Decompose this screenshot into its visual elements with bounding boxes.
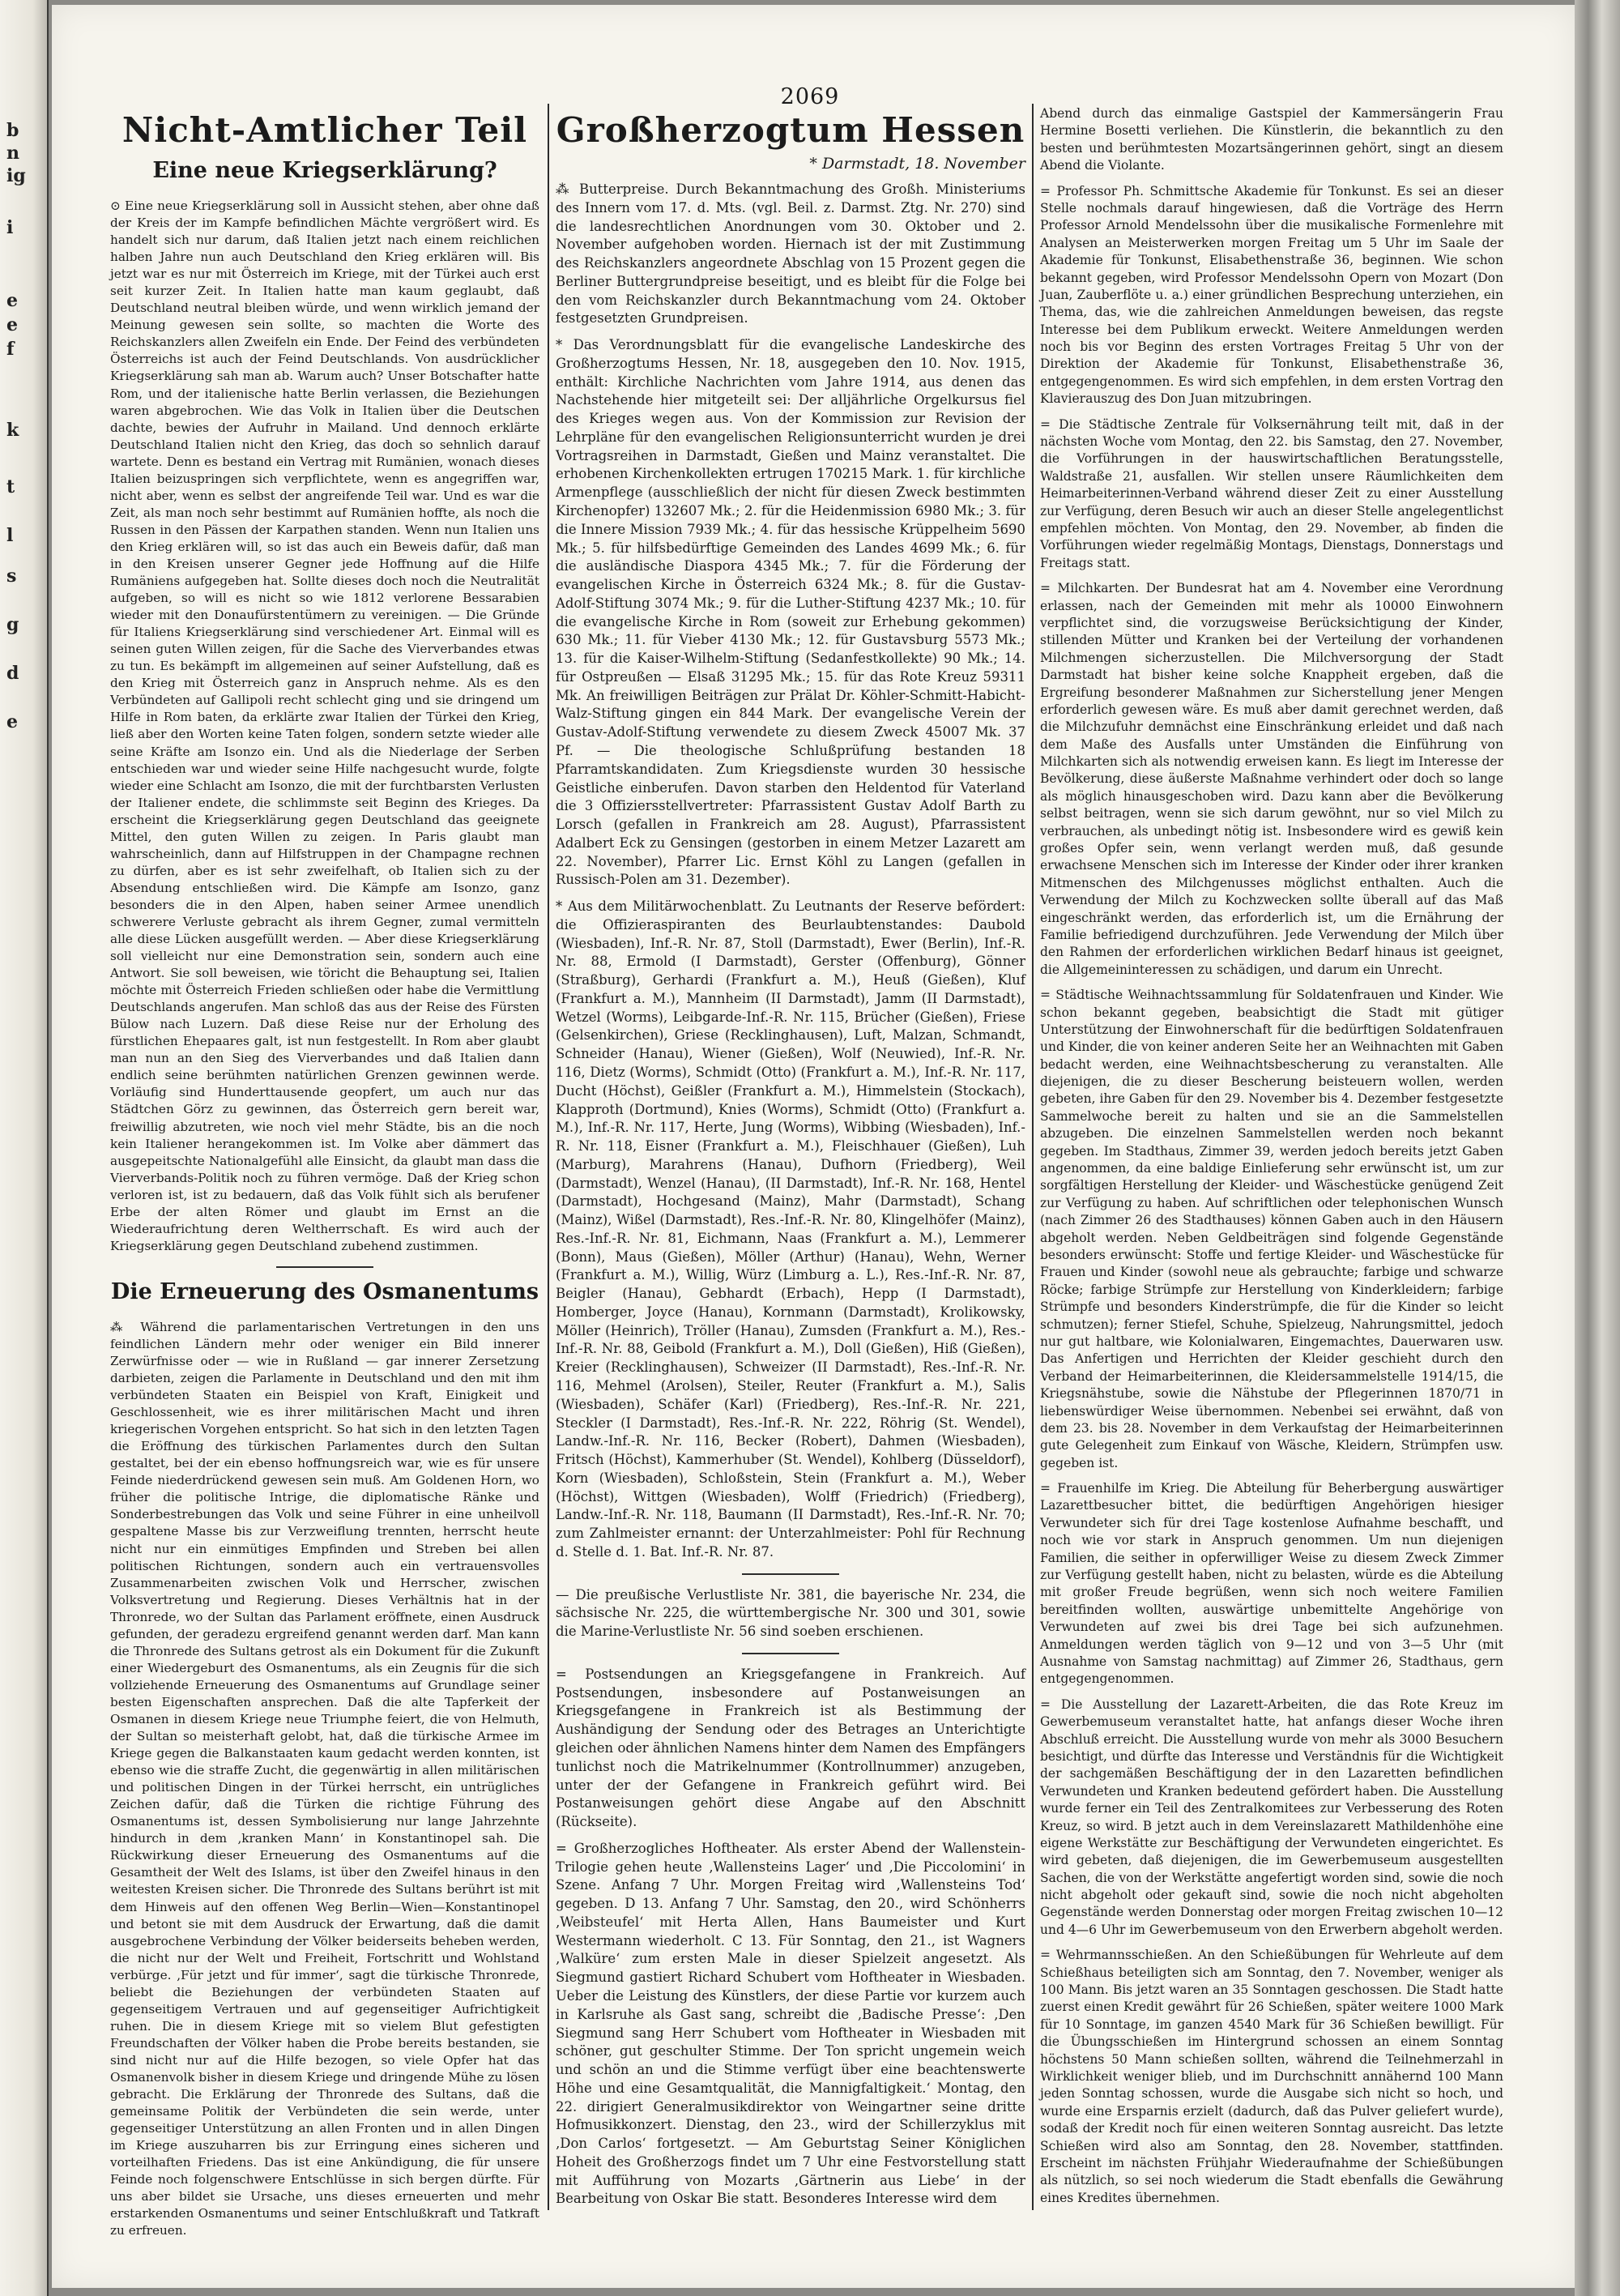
margin-fragment: f bbox=[6, 339, 15, 360]
news-item: = Großherzogliches Hoftheater. Als erster Abend der Wallenstein-Trilogie gehen heute ‚Wallensteins Lager‘ und ‚Die Piccolomini‘ in Szene. Anfang 7 Uhr. Morgen Freitag wird ‚Wallensteins Tod‘ gegeben. D 13. Anfang 7 Uhr. Samstag, den 20., wird Schönherrs ‚Weibsteufel‘ mit Herta Allen, Hans Baumeister und Kurt Westermann wiederholt. C 13. Für Sonntag, den 21., ist Wagners ‚Walküre‘ zum ersten Male in dieser Spielzeit angesetzt. Als Siegmund gastiert Richard Schubert vom Hoftheater in Wiesbaden. Ueber die Leistung des Künstlers, der diese Partie vor kurzem auch in Karlsruhe als Gast sang, schreibt die ‚Badische Presse‘: ‚Den Siegmund sang Herr Schubert vom Hoftheater in Wiesbaden mit schöner, gut geschulter Stimme. Der Ton spricht ungemein weich und schön an und die Stimme verfügt über eine beachtenswerte Höhe und eine Gesamtqualität, die Mannigfaltigkeit.‘ Montag, den 22. dirigiert Generalmusikdirektor von Weingartner seine dritte Hofmusikkonzert. Dienstag, den 23., wird der Schillerzyklus mit ‚Don Carlos‘ fortgesetzt. — Am Geburtstag Seiner Königlichen Hoheit des Großherzogs findet um 7 Uhr eine Festvorstellung statt mit Aufführung von Mozarts ‚Gärtnerin aus Liebe‘ in der Bearbeitung von Oskar Bie statt. Besonderes Interesse wird dem bbox=[556, 1840, 1025, 2207]
column-rule bbox=[548, 104, 549, 2210]
margin-fragment: l bbox=[6, 525, 14, 546]
margin-fragment: s bbox=[6, 565, 17, 587]
item-divider bbox=[742, 1653, 839, 1654]
adjacent-page-strip bbox=[0, 0, 49, 2296]
news-item: = Postsendungen an Kriegsgefangene in Frankreich. Auf Postsendungen, insbesondere auf Postanweisungen an Kriegsgefangene in Frankreich ist als Bestimmung der Aushändigung der Sendung oder des Betrages an Unterichtigte gleichen oder ähnlichen Namens hinter dem Namen des Empfängers tunlichst noch die Matrikelnummer (Kontrollnummer) anzugeben, unter der der Gefangene in Frankreich geführt wird. Bei Postanweisungen gehört diese Angabe auf den Abschnitt (Rückseite). bbox=[556, 1666, 1025, 1830]
article-body: ⊙ Eine neue Kriegserklärung soll in Aussicht stehen, aber ohne daß der Kreis der im Kampfe befindlichen Mächte vergrößert wird. Es handelt sich nur darum, daß Italien jetzt nach einem reichlichen halben Jahre nun auch Deutschland den Krieg erklären will. Bis jetzt war es nur mit Österreich im Kriege, mit der Türkei auch erst seit kurzer Zeit. In Italien hatte man kaum geglaubt, daß Deutschland neutral bleiben würde, und wenn wirklich jemand der Meinung gewesen sein sollte, so machten die Worte des Reichskanzlers allen Zweifeln ein Ende. Der Feind des verbündeten Österreichs ist auch der Feind Deutschlands. Von ausdrücklicher Kriegserklärung sah man ab. Warum auch? Unser Botschafter hatte Rom, und der italienische hatte Berlin verlassen, die Beziehungen waren abgebrochen. Wie das Volk in Italien über die Deutschen dachte, bewies der Aufruhr in Mailand. Und dennoch erklärte Deutschland Italien nicht den Krieg, das doch so sehnlich darauf wartete. Denn es bestand ein Vertrag mit Rumänien, wonach dieses Italien beizuspringen sich verpflichtete, wenn es angegriffen war, nicht aber, wenn es selbst der angreifende Teil war. Und es war die Zeit, als man noch sehr bestimmt auf Rumänien hoffte, als noch die Russen in den Pässen der Karpathen standen. Wenn nun Italien uns den Krieg erklären will, so ist das auch ein Beweis dafür, daß man in den Kreisen unserer Gegner jede Hoffnung auf die Hilfe Rumäniens aufgegeben hat. Sollte dieses doch noch die Neutralität aufgeben, so will es nicht so wie 1812 verlorene Bessarabien wieder mit den Donaufürstentümern zu vereinigen. — Die Gründe für Italiens Kriegserklärung sind verschiedener Art. Einmal will es seinen guten Willen zeigen, für die Sache des Vierverbandes etwas zu tun. Es bekämpft im allgemeinen auf seiner Aufstellung, daß es den Krieg mit Österreich ganz in Anspruch nehme. Als es den Verbündeten auf Gallipoli recht schlecht ging und sie dringend um Hilfe in Rom baten, da erklärte zwar Italien der Türkei den Krieg, ließ aber den Worten keine Taten folgen, sondern setzte wieder alle seine Kräfte am Isonzo ein. Und als die Niederlage der Serben entschieden war und wieder seine Hilfe nachgesucht wurde, folgte wieder eine Schlacht am Isonzo, die mit der furchtbarsten Verlusten der Italiener endete, die schlimmste seit Beginn des Krieges. Da erscheint die Kriegserklärung gegen Deutschland das geeignete Mittel, den guten Willen zu zeigen. In Paris glaubt man wahrscheinlich, dann auf Hilfstruppen in der Champagne rechnen zu dürfen, aber es ist sehr zweifelhaft, ob Italien sich zu der Absendung entschließen wird. Die Kämpfe am Isonzo, ganz besonders die in den Alpen, haben seiner Armee unendlich schwerere Verluste gebracht als ihrem Gegner, zumal vermitteln alle diese Lücken ausgefüllt werden. — Aber diese Kriegserklärung soll vielleicht nur eine Demonstration sein, sondern auch eine Antwort. Sie soll beweisen, wie töricht die Behauptung sei, Italien möchte mit Österreich Frieden schließen oder habe die Vermittlung Deutschlands angerufen. Man schloß das aus der Reise des Fürsten Bülow nach Luzern. Daß diese Reise nur der Erholung des fürstlichen Ehepaares galt, ist nun festgestellt. In Rom aber glaubt man nun an den Sieg des Vierverbandes und daß Italien dann endlich seine berühmten natürlichen Grenzen gewinnen werde. Vorläufig sind Hunderttausende geopfert, um auch nur das Städtchen Görz zu gewinnen, das Österreich gern bereit war, freiwillig abzutreten, wie noch viel mehr Städte, bis an die noch kein Italiener herangekommen ist. Im Volke aber dämmert das ausgepeitschte Nationalgefühl alle Einsicht, da glaubt man dass die Vierverbands-Politik noch zu führen vermöge. Daß der Krieg schon verloren ist, ist zu bedauern, daß das Volk fühlt sich als berufener Erbe der alten Römer und glaubt im Ernst an die Wiederaufrichtung deren Weltherrschaft. Es wird auch der Kriegserklärung gegen Deutschland zubehend zustimmen. bbox=[110, 198, 539, 1253]
item-divider bbox=[742, 1573, 839, 1575]
book-edge bbox=[1575, 0, 1620, 2296]
news-item: * Aus dem Militärwochenblatt. Zu Leutnants der Reserve befördert: die Offizieraspiranten des Beurlaubtenstandes: Daubold (Wiesbaden), Inf.-R. Nr. 87, Stoll (Darmstadt), Ewer (Berlin), Inf.-R. Nr. 88, Ermold (I Darmstadt), Gerster (Offenburg), Gönner (Straßburg), Gerhardi (Frankfurt a. M.), Heuß (Gießen), Kluf (Frankfurt a. M.), Mannheim (II Darmstadt), Jamm (II Darmstadt), Wetzel (Worms), Leibgarde-Inf.-R. Nr. 115, Brücher (Gießen), Friese (Gelsenkirchen), Griese (Recklinghausen), Luft, Malzan, Schmandt, Schneider (Hanau), Wiener (Gießen), Wolf (Neuwied), Inf.-R. Nr. 116, Dietz (Worms), Schmidt (Otto) (Frankfurt a. M.), Inf.-R. Nr. 117, Ducht (Höchst), Geißler (Frankfurt a. M.), Himmelstein (Stockach), Klapproth (Dortmund), Knies (Worms), Schmidt (Otto) (Frankfurt a. M.), Inf.-R. Nr. 117, Herte, Jung (Worms), Wibbing (Wiesbaden), Inf.-R. Nr. 118, Eisner (Frankfurt a. M.), Fleischhauer (Gießen), Luh (Marburg), Marahrens (Hanau), Dufhorn (Friedberg), Weil (Darmstadt), Wenzel (Hanau), (II Darmstadt), Inf.-R. Nr. 168, Hentel (Darmstadt), Hochgesand (Mainz), Mahr (Darmstadt), Schang (Mainz), Wißel (Darmstadt), Res.-Inf.-R. Nr. 80, Klingelhöfer (Mainz), Res.-Inf.-R. Nr. 81, Eichmann, Naas (Frankfurt a. M.), Lemmerer (Bonn), Maus (Gießen), Möller (Arthur) (Hanau), Wehn, Werner (Frankfurt a. M.), Willig, Würz (Limburg a. L.), Res.-Inf.-R. Nr. 87, Beigler (Hanau), Gebhardt (Erbach), Hepp (I Darmstadt), Homberger, Joyce (Hanau), Kornmann (Darmstadt), Krolikowsky, Möller (Heinrich), Tröller (Hanau), Zumsden (Frankfurt a. M.), Res.-Inf.-R. Nr. 88, Geibold (Frankfurt a. M.), Doll (Gießen), Hiß (Gießen), Kreier (Recklinghausen), Schweizer (II Darmstadt), Res.-Inf.-R. Nr. 116, Mehmel (Arolsen), Steiler, Reuter (Frankfurt a. M.), Salis (Wiesbaden), Schäfer (Karl) (Friedberg), Res.-Inf.-R. Nr. 221, Steckler (I Darmstadt), Res.-Inf.-R. Nr. 222, Röhrig (St. Wendel), Landw.-Inf.-R. Nr. 116, Becker (Robert), Dahmen (Wiesbaden), Fritsch (Höchst), Kammerhuber (St. Wendel), Kohlberg (Düsseldorf), Korn (Wiesbaden), Schloßstein, Stein (Frankfurt a. M.), Weber (Höchst), Wittgen (Wiesbaden), Wolff (Friedrich) (Friedberg), Landw.-Inf.-R. Nr. 118, Baumann (II Darmstadt), Res.-Inf.-R. Nr. 70; zum Zahlmeister ernannt: der Unterzahlmeister: Pohl für Rechnung d. Stelle d. 1. Bat. Inf.-R. Nr. 87. bbox=[556, 898, 1025, 1560]
margin-fragment: g bbox=[6, 614, 19, 635]
news-item: * Das Verordnungsblatt für die evangelische Landeskirche des Großherzogtums Hessen, Nr. 18, ausgegeben den 10. Nov. 1915, enthält: Kirchliche Nachrichten vom Jahre 1914, aus denen das Nachstehende hier mitgeteilt sei: Der alljährliche Orgelkursus fiel des Krieges wegen aus. Von der Kommission zur Revision der Lehrpläne für den evangelischen Religionsunterricht wurden je drei Vortragsreihen in Darmstadt, Gießen und Mainz veranstaltet. Die erhobenen Kirchenkollekten ertrugen 170215 Mark. 1. für kirchliche Armenpflege (ausschließlich der nicht für diesen Zweck bestimmten Kirchenopfer) 132607 Mk.; 2. für die Heidenmission 6980 Mk.; 3. für die Innere Mission 7939 Mk.; 4. für das hessische Krüppelheim 5690 Mk.; 5. für hilfsbedürftige Gemeinden des Landes 4699 Mk.; 6. für die ausländische Diaspora 4345 Mk.; 7. für die Förderung der evangelischen Kirche in Österreich 6324 Mk.; 8. für die Gustav-Adolf-Stiftung 3074 Mk.; 9. für die Luther-Stiftung 4237 Mk.; 10. für die evangelische Kirche in Rom (soweit zur Erhebung gekommen) 630 Mk.; 11. für Vieber 4130 Mk.; 12. für Gustavsburg 5573 Mk.; 13. für die Kaiser-Wilhelm-Stiftung (Sedanfestkollekte) 90 Mk.; 14. für Ostpreußen — Elsaß 31295 Mk.; 15. für das Rote Kreuz 59311 Mk. An freiwilligen Beiträgen zur Prälat Dr. Köhler-Schmitt-Habicht-Walz-Stiftung gingen ein 844 Mark. Der evangelische Verein der Gustav-Adolf-Stiftung verwendete zu diesem Zweck 45007 Mk. 37 Pf. — Die theologische Schlußprüfung bestanden 18 Pfarramtskandidaten. Zum Kriegsdienste wurden 30 hessische Geistliche einberufen. Davon starben den Heldentod für Vaterland die 3 Offiziersstellvertreter: Pfarrassistent Gustav Adolf Barth zu Lorsch (gefallen in Frankreich am 28. August), Pfarrassistent Adalbert Eck zu Gensingen (gestorben in einem Metzer Lazarett am 22. November), Pfarrer Lic. Ernst Köhl zu Langen (gefallen in Russisch-Polen am 31. Dezember). bbox=[556, 337, 1025, 888]
news-item: = Frauenhilfe im Krieg. Die Abteilung für Beherbergung auswärtiger Lazarettbesucher bittet, die bedürftigen Angehörigen hiesiger Verwundeter sich für drei Tage kostenlose Aufnahme beschafft, und noch wie vor stark in Anspruch genommen. Um nun diejenigen Familien, die seither in opferwilliger Weise zu diesem Zweck Zimmer zur Verfügung gestellt haben, nicht zu belasten, würde es die Abteilung mit großer Freude begrüßen, wenn sich noch weitere Familien bereitfinden wollten, auswärtige unbemittelte Angehörige von Verwundeten auf zwei bis drei Tage bei sich aufzunehmen. Anmeldungen werden täglich von 9—12 und von 3—5 Uhr (mit Ausnahme von Samstag nachmittag) auf Zimmer 26, Stadthaus, gern entgegengenommen. bbox=[1040, 1481, 1503, 1687]
margin-fragment: k bbox=[6, 420, 19, 441]
section-title: Großherzogtum Hessen bbox=[556, 110, 1025, 150]
margin-fragment: t bbox=[6, 476, 15, 497]
news-item: — Die preußische Verlustliste Nr. 381, die bayerische Nr. 234, die sächsische Nr. 225, die württembergische Nr. 300 und 301, sowie die Marine-Verlustliste Nr. 56 sind soeben erschienen. bbox=[556, 1586, 1025, 1640]
column-1 bbox=[110, 105, 539, 2247]
margin-fragment: i bbox=[6, 217, 14, 238]
margin-fragment: e bbox=[6, 314, 18, 335]
margin-fragment: n bbox=[6, 143, 19, 164]
margin-fragment: d bbox=[6, 663, 19, 684]
margin-fragment: ig bbox=[6, 165, 26, 186]
margin-fragment: e bbox=[6, 290, 18, 311]
section-title: Nicht-Amtlicher Teil bbox=[122, 110, 528, 150]
article-title: Die Erneuerung des Osmanentums bbox=[110, 1278, 539, 1304]
column-2 bbox=[556, 105, 1025, 2217]
column-3 bbox=[1040, 105, 1503, 2215]
news-item: ⁂ Butterpreise. Durch Bekanntmachung des Großh. Ministeriums des Innern vom 17. d. Mts. (vgl. Beil. z. Darmst. Ztg. Nr. 270) sind die landesrechtlichen Anordnungen vom 30. Oktober und 2. November aufgehoben worden. Hiernach ist der mit Zustimmung des Reichskanzlers angeordnete Abschlag von 15 Prozent gegen die Berliner Buttergrundpreise beseitigt, und es bleibt für die Folge bei den vom Reichskanzler durch Bekanntmachung vom 24. Oktober festgesetzten Grundpreisen. bbox=[556, 181, 1025, 326]
article-divider bbox=[276, 1266, 373, 1268]
margin-fragment: e bbox=[6, 711, 18, 732]
dateline: * Darmstadt, 18. November bbox=[809, 155, 1025, 173]
margin-fragment: b bbox=[6, 120, 19, 141]
article-body: ⁂ Während die parlamentarischen Vertretungen in den uns feindlichen Ländern mehr oder weniger ein Bild innerer Zerwürfnisse oder — wie in Rußland — gar innerer Zersetzung darbieten, zeigen die Parlamente in Deutschland und den mit ihm verbündeten Staaten ein Beispiel von Kraft, Einigkeit und Geschlossenheit, wie es ihrer militärischen Macht und ihren kriegerischen Vorgehen entspricht. So hat sich in den letzten Tagen die Eröffnung des türkischen Parlamentes durch den Sultan gestaltet, bei der ein ebenso hoffnungsreich war, wie es für unsere Feinde niederdrückend gewesen sein muß. Am Goldenen Horn, wo früher die politische Intrige, die diplomatische Ränke und Sonderbestrebungen das Volk und seine Führer in eine unheilvoll gespaltene Masse bis zur Verzweiflung trennten, herrscht heute nicht nur ein einmütiges Empfinden und Streben bei allen politischen Richtungen, sondern auch ein vertrauensvolles Zusammenarbeiten zwischen Volk und Herrscher, zwischen Volksvertretung und Regierung. Dieses Verhältnis hat in der Thronrede, wo der Sultan das Parlament eröffnete, einen Ausdruck gefunden, der geradezu ergreifend genannt werden darf. Man kann die Thronrede des Sultans getrost als ein Dokument für die Zukunft einer Wiedergeburt des Osmanentums, als ein Zeugnis für die sich vollziehende Erneuerung des Osmanentums auf Grundlage seiner besten Eigenschaften ansprechen. Daß die alte Tapferkeit der Osmanen in diesem Kriege neue Triumphe feiert, die von Helmuth, der Sultan so meisterhaft gelobt, hat, daß die türkische Armee im Kriege gegen die Balkanstaaten kaum gedacht werden konnten, ist ebenso wie die straffe Zucht, die gegenwärtig in allen militärischen und politischen Dingen in der Türkei herrscht, ein untrügliches Zeichen dafür, daß die Türken die richtige Führung des Osmanentums ist, dessen Symbolisierung nur lange Jahrzehnte hindurch in dem ‚kranken Mann‘ in Konstantinopel sah. Die Rückwirkung dieser Erneuerung des Osmanentums auf die Gesamtheit der Welt des Islams, ist über den Zweifel hinaus in den weitesten Kreisen sicher. Die Thronrede des Sultans berührt ist mit dem Hinweis auf den offenen Weg Berlin—Wien—Konstantinopel und betont sie mit dem Ausdruck der Erwartung, daß die damit ausgebrochene Verbindung der Völker beiderseits beheben werden, die nicht nur der Welt und Freiheit, Fortschritt und Wohlstand verbürge. ‚Für jetzt und für immer‘, sagt die türkische Thronrede, beliebt die Beziehungen der verbündeten Staaten auf gegenseitigem Vertrauen und auf gegenseitiger Aufrichtigkeit ruhen. Die in diesem Kriege mit so vielem Blut gefestigten Freundschaften der Völker haben die Probe bereits bestanden, sie sind nicht nur auf die Hilfe bezogen, so viele Opfer hat das Osmanenvolk bisher in diesem Kriege und dringende Mühe zu lösen gebracht. Die Erklärung der Thronrede des Sultans, daß die gemeinsame Politik der Verbündeten die sein werde, unter gegenseitiger Unterstützung an allen Fronten und in allen Dingen im Kriege auszuharren bis zur Erringung eines sicheren und vorteilhaften Friedens. Das ist eine Ankündigung, die für unsere Feinde noch folgenschwere Entschlüsse in sich bergen dürfte. Für uns aber bildet sie Ursache, uns dieses erneuerten und mehr erstarkenden Osmanentums und seiner Entschlußkraft und Tatkraft zu erfreuen. bbox=[110, 1319, 539, 2238]
news-item: = Professor Ph. Schmittsche Akademie für Tonkunst. Es sei an dieser Stelle nochmals darauf hingewiesen, daß die Vorträge des Herrn Professor Arnold Mendelssohn über die musikalische Formenlehre mit Analysen an Meisterwerken morgen Freitag um 5 Uhr im Saale der Akademie für Tonkunst, Elisabethenstraße 36, beginnen. Wie schon bekannt gegeben, wird Professor Mendelssohn Opern von Mozart (Don Juan, Zauberflöte u. a.) einer gründlichen Besprechung unterziehen, ein Thema, das, wie die zahlreichen Anmeldungen beweisen, das regste Interesse bei dem Publikum erweckt. Weitere Anmeldungen werden noch bis vor Beginn des ersten Vortrages Freitag 5 Uhr von der Direktion der Akademie für Tonkunst, Elisabethenstraße 36, entgegengenommen. Es wird sich empfehlen, in dem ersten Vortrag den Klavierauszug des Don Juan mitzubringen. bbox=[1040, 183, 1503, 407]
news-item: = Milchkarten. Der Bundesrat hat am 4. November eine Verordnung erlassen, nach der Gemeinden mit mehr als 10000 Einwohnern verpflichtet sind, die vorzugsweise Berücksichtigung der Kinder, stillenden Mütter und Kranken bei der Verteilung der vorhandenen Milchmengen sicherzustellen. Die Milchversorgung der Stadt Darmstadt hat bisher keine solche Knappheit ergeben, daß die Ergreifung besonderer Maßnahmen zur Sicherstellung jener Mengen erforderlich gewesen wäre. Es muß aber damit gerechnet werden, daß die Milchzufuhr demnächst eine Einschränkung erleidet und daß nach dem Maße des Ausfalls unter Umständen die Einführung von Milchkarten sich als notwendig erweisen kann. Es liegt im Interesse der Bevölkerung, diese äußerste Maßnahme verhindert oder doch so lange als möglich hinausgeschoben wird. Dazu kann aber die Bevölkerung selbst beitragen, wenn sie sich darum gewöhnt, nur so viel Milch zu verbrauchen, als unbedingt nötig ist. Insbesondere wird es gewiß kein großes Opfer sein, wenn verlangt werden muß, daß gesunde erwachsene Menschen sich im Interesse der Kinder oder ihrer kranken Mitmenschen des Milchgenusses möglichst enthalten. Auch die Verwendung der Milch zu Kochzwecken sollte überall auf das Maß eingeschränkt werden, das erforderlich ist, um die Ernährung der Familie befriedigend durchzuführen. Jede Verwendung der Milch über den Rahmen der erforderlichen wirklichen Bedarf hinaus ist geeignet, die Allgemeininteressen zu schädigen, und darum ein Unrecht. bbox=[1040, 581, 1503, 977]
news-item: = Städtische Weihnachtssammlung für Soldatenfrauen und Kinder. Wie schon bekannt gegeben, beabsichtigt die Stadt mit gütiger Unterstützung der Einwohnerschaft für die bedürftigen Soldatenfrauen und Kinder, die von keiner anderen Seite her an Weihnachten mit Gaben bedacht werden, eine Weihnachtsbescherung zu veranstalten. Alle diejenigen, die zu dieser Bescherung beisteuern wollen, werden gebeten, ihre Gaben für den 29. November bis 4. Dezember festgesetzte Sammelwoche bereit zu halten und sie an die Sammelstellen abzugeben. Die einzelnen Sammelstellen werden noch bekannt gegeben. Im Stadthaus, Zimmer 39, werden jedoch bereits jetzt Gaben angenommen, da eine baldige Einlieferung sehr erwünscht ist, um zur sorgfältigen Herstellung der Kleider- und Wäschestücke genügend Zeit zur Verfügung zu haben. Auf schriftlichen oder telephonischen Wunsch (nach Zimmer 26 des Stadthauses) können Gaben auch in den Häusern abgeholt werden. Neben Geldbeiträgen sind folgende Gegenstände besonders erwünscht: Stoffe und fertige Kleider- und Wäschestücke für Frauen und Kinder (sowohl neue als gebrauchte; farbige und schwarze Röcke; farbige Strümpfe zur Herstellung von Kinderkleidern; farbige Strümpfe und besonders Kinderstrümpfe, die für die Kinder so leicht schmutzen); ferner Stiefel, Schuhe, Spielzeug, Nahrungsmittel, jedoch nur gut haltbare, wie Kolonialwaren, Eingemachtes, Dauerwaren usw. Das Anfertigen und Herrichten der Kleider geschieht durch den Verband der Heimarbeiterinnen, die Kleidersammelstelle 1914/15, die Kriegsnähstube, sowie die Nähstube der Pflegerinnen 1870/71 in liebenswürdiger Weise übernommen. Nebenbei sei erwähnt, daß von dem 23. bis 28. November in dem Verkaufstag der Heimarbeiterinnen gute Gelegenheit zum Einkauf von Wäsche, Kleidern, Strümpfen usw. gegeben ist. bbox=[1040, 988, 1504, 1470]
page-number: 2069 bbox=[780, 84, 840, 109]
article-title: Eine neue Kriegserklärung? bbox=[152, 158, 497, 183]
column-rule bbox=[1032, 104, 1034, 2210]
news-item: = Die Städtische Zentrale für Volksernährung teilt mit, daß in der nächsten Woche vom Montag, den 22. bis Samstag, den 27. November, die Vorführungen in der hauswirtschaftlichen Beratungsstelle, Waldstraße 21, ausfallen. Wir stellen unsere Räumlichkeiten dem Heimarbeiterinnen-Verband während dieser Zeit zu einer Ausstellung zur Verfügung, deren Besuch wir auch an dieser Stelle angelegentlichst empfehlen möchten. Von Montag, den 29. November, ab finden die Vorführungen wieder regelmäßig Montags, Dienstags, Donnerstags und Freitags statt. bbox=[1040, 416, 1503, 570]
news-item: = Wehrmannsschießen. An den Schießübungen für Wehrleute auf dem Schießhaus beteiligten sich am Sonntag, den 7. November, weniger als 100 Mann. Bis jetzt waren an 35 Sonntagen geschossen. Die Stadt hatte zuerst einen Kredit gewährt für 26 Schießen, später weitere 1000 Mark für 10 Sonntage, im ganzen 4540 Mark für 36 Schießen bewilligt. Für die Übungsschießen im Hintergrund schossen an einem Sonntag höchstens 50 Mann schießen sollten, während die Teilnehmerzahl in Wirklichkeit weniger blieb, und im Durchschnitt annähernd 100 Mann jeden Sonntag schossen, wurde die Ausgabe sich nicht so hoch, und wurde eine Ersparnis erzielt (dadurch, daß das Pulver geliefert wurde), sodaß der Kredit noch für einen weiteren Sonntag ausreicht. Das letzte Schießen wird also am Sonntag, den 28. November, stattfinden. Erscheint im nächsten Frühjahr Wiederaufnahme der Schießübungen als nützlich, so sei noch wiederum die Stadt ebenfalls die Gewährung eines Kredites übernehmen. bbox=[1040, 1948, 1503, 2205]
news-item: = Die Ausstellung der Lazarett-Arbeiten, die das Rote Kreuz im Gewerbemuseum veranstaltet hatte, hat anfangs dieser Woche ihren Abschluß erreicht. Die Ausstellung wurde von mehr als 3000 Besuchern besichtigt, und dürfte das Interesse und Verständnis für die Wichtigkeit der sachgemäßen Beschäftigung der in den Lazaretten befindlichen Verwundeten und Kranken bedeutend gefördert haben. Die Ausstellung wurde ferner ein Teil des Zentralkomitees zur Verbesserung des Roten Kreuz, so wird. B jetzt auch in dem Vereinslazarett Mathildenhöhe eine eigene Werkstätte zur Beschäftigung der Verwundeten eingerichtet. Es wird gebeten, daß diejenigen, die im Gewerbemuseum ausgestellten Sachen, die von der Werkstätte angefertigt worden sind, sowie die noch nicht abgeholt oder gekauft sind, sowie die noch nicht abgeholten Gegenstände werden Donnerstag oder morgen Freitag zwischen 10—12 und 4—6 Uhr im Gewerbemuseum von den Erwerbern abgeholt werden. bbox=[1040, 1696, 1503, 1937]
news-item: Abend durch das einmalige Gastspiel der Kammersängerin Frau Hermine Bosetti verliehen. Die Künstlerin, die bekanntlich zu den besten und berühmtesten Mozartsängerinnen gehört, singt an diesem Abend die Violante. bbox=[1040, 106, 1503, 173]
